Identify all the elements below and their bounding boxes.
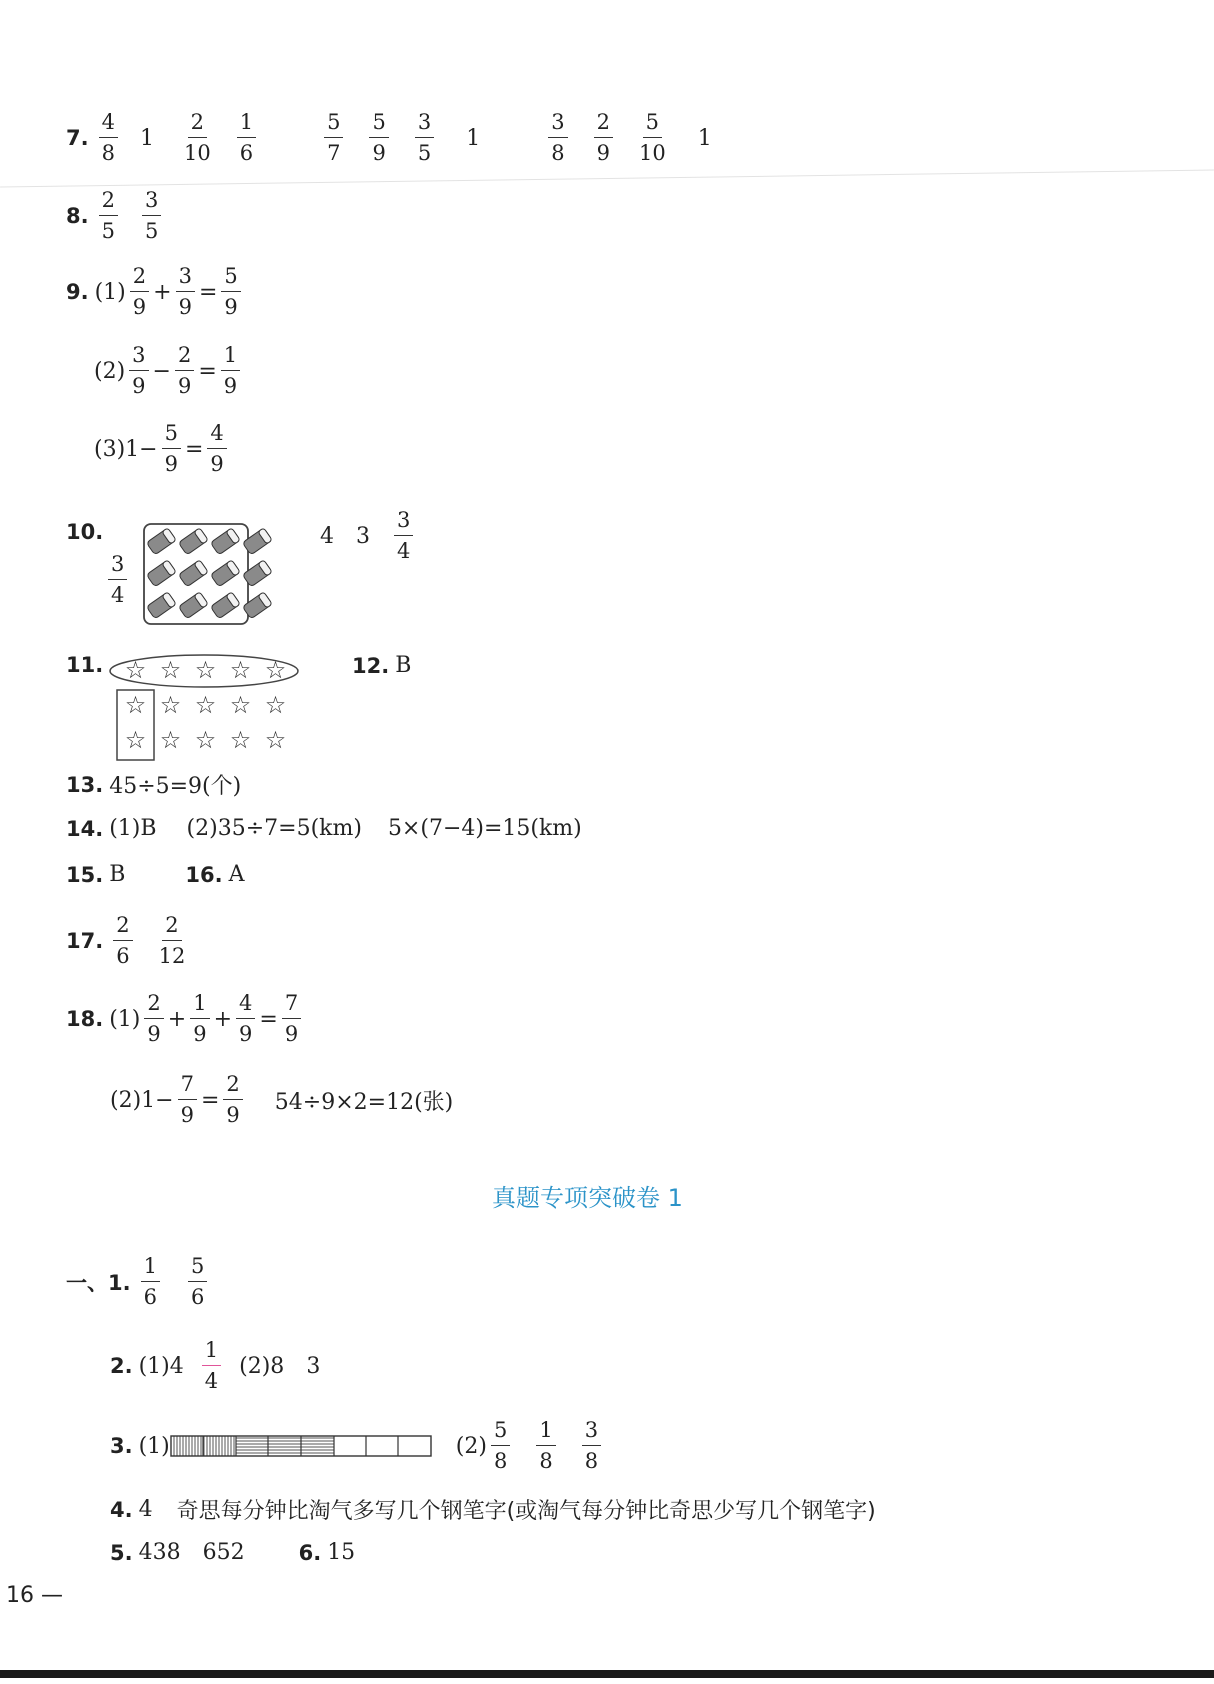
answer: 3 xyxy=(306,1353,321,1379)
fraction: $\frac{1}{6}$ xyxy=(237,112,256,164)
q9-line-1 xyxy=(66,266,245,318)
fraction: $\frac{2}{6}$ xyxy=(113,915,132,967)
fraction: $\frac{3}{5}$ xyxy=(415,112,434,164)
fraction: $\frac{1}{4}$ xyxy=(202,1340,221,1392)
part-label: (2) xyxy=(94,358,126,384)
q10-answers xyxy=(320,510,417,562)
fraction: $\frac{3}{9}$ xyxy=(176,266,195,318)
eraser-icon xyxy=(210,560,240,587)
page-number: 16 — xyxy=(6,1583,63,1608)
section-title: 真题专项突破卷 1 xyxy=(492,1184,683,1212)
part-label: (1) xyxy=(138,1433,170,1459)
operator: = xyxy=(198,279,218,305)
q13-line xyxy=(66,769,241,800)
q12-line xyxy=(352,653,411,678)
q10-side-fraction xyxy=(104,554,131,606)
part-label: (1) xyxy=(109,1006,141,1032)
answer-text: 奇思每分钟比淘气多写几个钢笔字(或淘气每分钟比奇思少写几个钢笔字) xyxy=(176,1499,876,1524)
fraction: $\frac{2}{5}$ xyxy=(99,190,118,242)
answer: 15 xyxy=(327,1540,356,1565)
s5-number: 5. xyxy=(110,1540,133,1565)
q11-number-line xyxy=(66,653,109,677)
answer: B xyxy=(109,862,126,887)
q18-number: 18. xyxy=(66,1007,104,1031)
q17-line xyxy=(66,915,189,967)
fraction: $\frac{3}{4}$ xyxy=(394,510,413,562)
operator: + xyxy=(167,1006,187,1032)
operator: = xyxy=(198,358,217,384)
answer: (1)B xyxy=(109,816,157,841)
operator: = xyxy=(200,1087,220,1113)
fraction: $\frac{5}{9}$ xyxy=(221,266,240,318)
q14-line xyxy=(66,816,582,841)
s2-line xyxy=(110,1340,320,1392)
eraser-icon xyxy=(146,592,176,619)
q10-number-line xyxy=(66,520,109,544)
operator: − xyxy=(152,358,171,384)
s1-line xyxy=(66,1256,211,1308)
value: 1 xyxy=(466,125,481,151)
s3-line xyxy=(110,1420,605,1472)
q13-number: 13. xyxy=(66,772,104,797)
part-label: (2) xyxy=(455,1433,487,1459)
eraser-icon xyxy=(210,528,240,555)
operator: + xyxy=(153,279,172,305)
eraser-icon xyxy=(146,528,176,555)
star-icon: ☆ xyxy=(159,726,182,754)
q8-line xyxy=(66,190,165,242)
eraser-grid-figure xyxy=(140,520,295,628)
q15-number: 15. xyxy=(66,862,104,887)
q18-line-2 xyxy=(110,1074,453,1126)
eraser-icon xyxy=(178,560,208,587)
operator: + xyxy=(213,1006,232,1032)
fraction: $\frac{5}{7}$ xyxy=(324,112,343,164)
fraction: $\frac{1}{9}$ xyxy=(221,345,240,397)
eraser-icon xyxy=(178,528,208,555)
value: 1 xyxy=(139,125,154,151)
star-icon: ☆ xyxy=(124,691,147,719)
eraser-icon xyxy=(146,560,176,587)
fraction: $\frac{1}{9}$ xyxy=(190,993,209,1045)
q7-number: 7. xyxy=(66,126,89,150)
fraction: $\frac{5}{9}$ xyxy=(369,112,388,164)
fraction: $\frac{5}{8}$ xyxy=(491,1420,510,1472)
s4-number: 4. xyxy=(110,1497,133,1522)
star-icon: ☆ xyxy=(264,726,287,754)
s1-number: 一、1. xyxy=(66,1271,131,1295)
star-icon: ☆ xyxy=(159,656,182,684)
s3-number: 3. xyxy=(110,1434,133,1458)
answer: 45÷5=9(个) xyxy=(109,774,242,799)
fraction: $\frac{4}{9}$ xyxy=(207,423,226,475)
fraction: $\frac{3}{5}$ xyxy=(142,190,161,242)
fraction: $\frac{5}{9}$ xyxy=(162,423,181,475)
q7-line xyxy=(66,112,730,164)
star-icon: ☆ xyxy=(229,656,252,684)
star-icon: ☆ xyxy=(229,691,252,719)
value: 4 xyxy=(320,523,334,549)
fraction: $\frac{2}{9}$ xyxy=(175,345,194,397)
star-icon: ☆ xyxy=(229,726,252,754)
fraction: $\frac{5}{10}$ xyxy=(638,110,666,165)
s5-line xyxy=(110,1540,355,1565)
q11-number: 11. xyxy=(66,653,104,677)
star-icon: ☆ xyxy=(194,656,217,684)
eraser-icon xyxy=(242,592,272,619)
q14-number: 14. xyxy=(66,816,104,841)
q12-number: 12. xyxy=(352,653,390,678)
s6-number: 6. xyxy=(298,1540,322,1565)
fraction: $\frac{2}{9}$ xyxy=(130,266,149,318)
q9-number: 9. xyxy=(66,280,89,304)
fraction: $\frac{3}{9}$ xyxy=(129,345,148,397)
q17-number: 17. xyxy=(66,929,104,953)
value: 1 xyxy=(697,125,712,151)
star-row xyxy=(118,689,293,724)
answer: B xyxy=(395,653,412,678)
eraser-icon xyxy=(242,560,272,587)
expression: 1− xyxy=(125,436,158,462)
star-icon: ☆ xyxy=(264,691,287,719)
fraction: $\frac{5}{6}$ xyxy=(188,1256,207,1308)
answer: (1)4 xyxy=(138,1353,184,1379)
star-icon: ☆ xyxy=(124,726,147,754)
answer: 5×(7−4)=15(km) xyxy=(387,816,582,841)
fraction: $\frac{2}{12}$ xyxy=(158,913,186,968)
fraction: $\frac{7}{9}$ xyxy=(282,993,301,1045)
answer: (2)35÷7=5(km) xyxy=(186,816,362,841)
expression: (2)1− xyxy=(110,1087,174,1113)
answer: (2)8 xyxy=(239,1353,285,1379)
fraction: $\frac{7}{9}$ xyxy=(178,1074,197,1126)
s4-line xyxy=(110,1494,876,1525)
q10-number: 10. xyxy=(66,520,104,544)
operator: = xyxy=(184,436,204,462)
eraser-icon xyxy=(242,528,272,555)
q9-line-3 xyxy=(94,423,231,475)
fraction: $\frac{2}{10}$ xyxy=(183,110,211,165)
value: 3 xyxy=(356,523,370,549)
s2-number: 2. xyxy=(110,1354,133,1378)
fraction: $\frac{1}{8}$ xyxy=(536,1420,555,1472)
fraction: $\frac{3}{8}$ xyxy=(582,1420,601,1472)
fraction: $\frac{3}{4}$ xyxy=(108,554,127,606)
star-icon: ☆ xyxy=(194,691,217,719)
answer: 438 xyxy=(138,1540,181,1565)
star-icon: ☆ xyxy=(159,691,182,719)
fraction: $\frac{4}{9}$ xyxy=(236,993,255,1045)
operator: = xyxy=(259,1006,278,1032)
fraction: $\frac{1}{6}$ xyxy=(141,1256,160,1308)
eraser-icon xyxy=(178,592,208,619)
q16-number: 16. xyxy=(185,862,223,887)
answer: 54÷9×2=12(张) xyxy=(274,1089,454,1115)
fraction: $\frac{2}{9}$ xyxy=(223,1074,242,1126)
q18-line-1 xyxy=(66,993,305,1045)
fraction: $\frac{2}{9}$ xyxy=(144,993,163,1045)
q9-line-2 xyxy=(94,345,244,397)
fraction: $\frac{4}{8}$ xyxy=(99,112,118,164)
part-label: (3) xyxy=(94,436,126,462)
star-icon: ☆ xyxy=(264,656,287,684)
answer: 652 xyxy=(202,1540,245,1565)
answer: 4 xyxy=(138,1497,153,1522)
q8-number: 8. xyxy=(66,204,89,228)
bottom-bar xyxy=(0,1670,1214,1678)
q15-16-line xyxy=(66,862,244,887)
star-icon: ☆ xyxy=(194,726,217,754)
fraction: $\frac{2}{9}$ xyxy=(594,112,613,164)
fraction: $\frac{3}{8}$ xyxy=(548,112,567,164)
faint-rule xyxy=(0,170,1214,188)
star-row xyxy=(118,654,293,689)
answer: A xyxy=(228,862,245,887)
star-grid xyxy=(118,654,293,759)
star-icon: ☆ xyxy=(124,656,147,684)
part-label: (1) xyxy=(94,279,126,305)
star-row xyxy=(118,724,293,759)
fraction-bar-diagram xyxy=(170,1434,432,1458)
eraser-icon xyxy=(210,592,240,619)
